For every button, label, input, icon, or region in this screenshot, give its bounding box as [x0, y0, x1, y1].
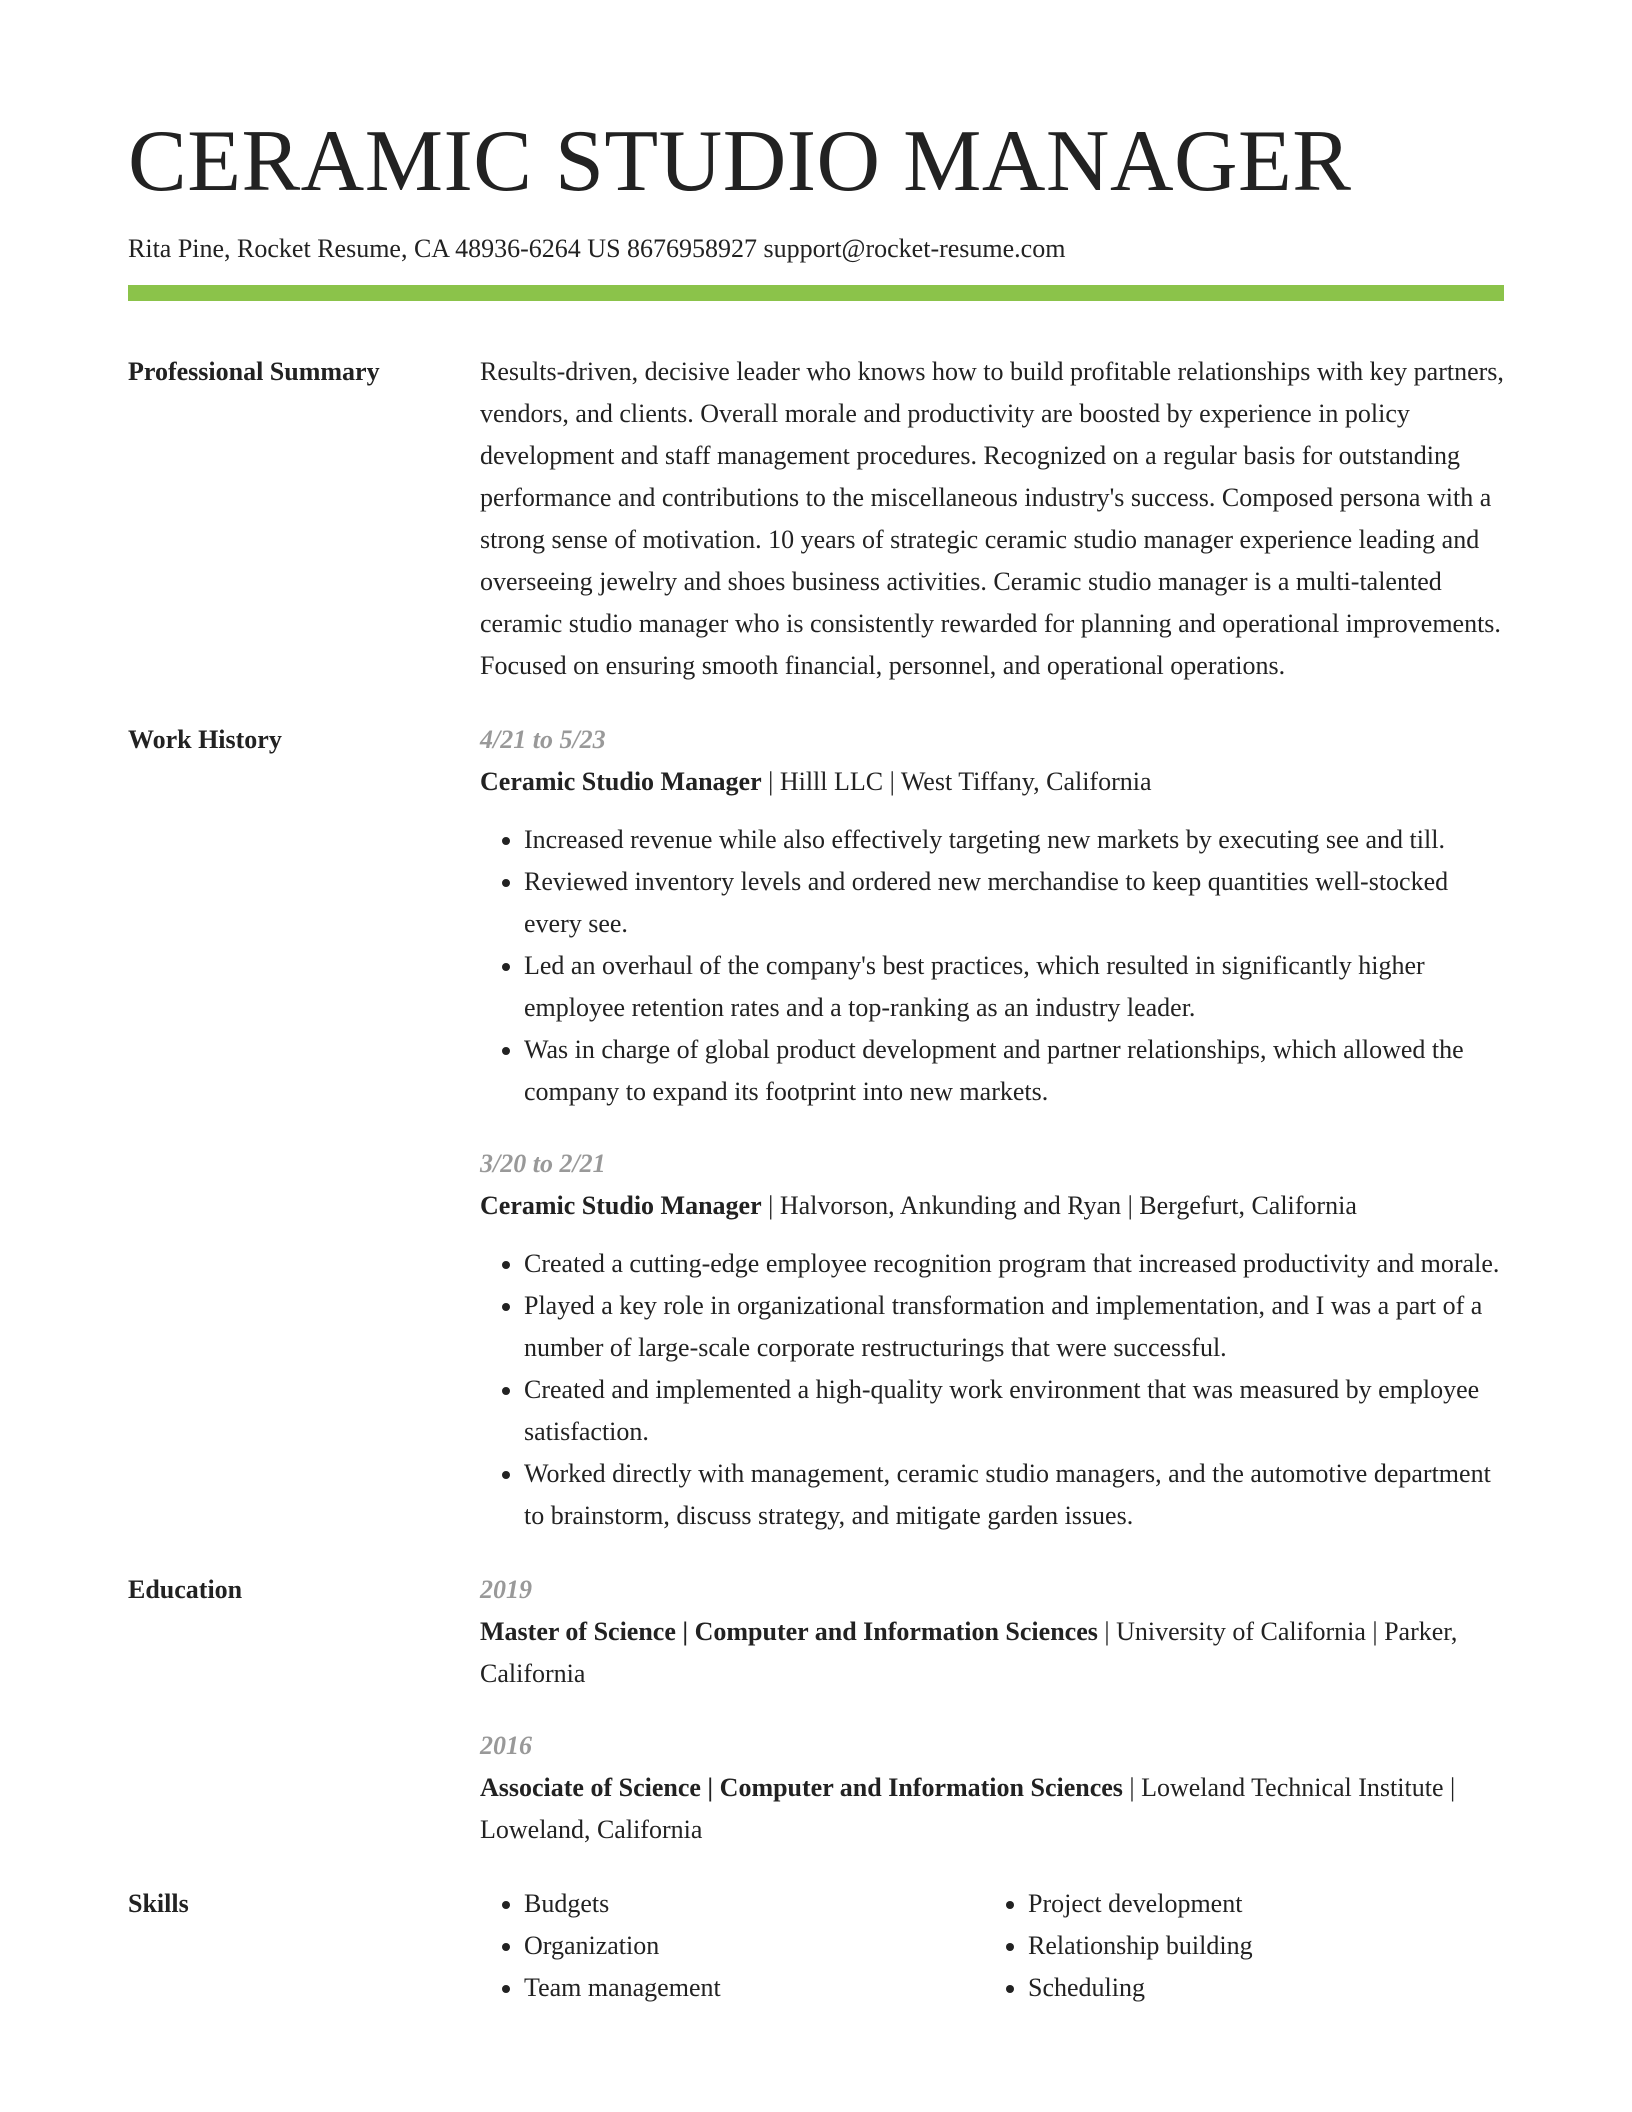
job-bullets: [480, 819, 1504, 1113]
job-bullet: • Worked directly with management, ceramic studio managers, and the automotive department to brainstorm, discuss strategy, and mitigate garden issues.: [524, 1453, 1504, 1537]
education-section: [128, 1569, 1504, 1851]
education-header: [480, 1767, 1504, 1851]
summary-section: [128, 351, 1504, 687]
summary-heading: Professional Summary: [128, 357, 380, 386]
skill-item: • Project development: [1028, 1883, 1488, 1925]
education-entry: [480, 1725, 1504, 1851]
job-bullet: • Played a key role in organizational transformation and implementation, and I was a part of a number of large-scale corporate restructurings that were successful.: [524, 1285, 1504, 1369]
skill-item: • Team management: [524, 1967, 984, 2009]
skills-heading: Skills: [128, 1889, 189, 1918]
resume-sections: [128, 351, 1504, 2009]
education-degree: Master of Science | Computer and Information Sciences: [480, 1617, 1098, 1646]
skill-item: • Budgets: [524, 1883, 984, 1925]
section-spacer: [128, 1537, 1504, 1569]
entry-spacer: [480, 1695, 1504, 1725]
job-dates: 3/20 to 2/21: [480, 1149, 606, 1178]
education-details: | Loweland Technical Institute | Loweland, California: [480, 1773, 1456, 1844]
job-entry: [480, 1143, 1504, 1537]
skills-section: [128, 1883, 1504, 2009]
education-heading: Education: [128, 1575, 243, 1604]
job-entry: [480, 719, 1504, 1113]
entry-spacer: [480, 1113, 1504, 1143]
work-body: [480, 719, 1504, 1537]
education-entry: [480, 1569, 1504, 1695]
skills-columns: [480, 1883, 1504, 2009]
job-bullet: • Was in charge of global product development and partner relationships, which allowed the company to expand its footprint into new markets.: [524, 1029, 1504, 1113]
resume-title: CERAMIC STUDIO MANAGER: [128, 113, 1352, 210]
job-bullet: • Created a cutting-edge employee recognition program that increased productivity and morale.: [524, 1243, 1504, 1285]
skills-list-left: [480, 1883, 984, 2009]
job-dates: 4/21 to 5/23: [480, 725, 606, 754]
skill-item: • Organization: [524, 1925, 984, 1967]
accent-rule: [128, 285, 1504, 301]
job-bullets: [480, 1243, 1504, 1537]
education-year: 2019: [480, 1575, 532, 1604]
job-bullet: • Led an overhaul of the company's best practices, which resulted in significantly higher employee retention rates and a top-ranking as an industry leader.: [524, 945, 1504, 1029]
education-body: [480, 1569, 1504, 1851]
job-bullet: • Created and implemented a high-quality work environment that was measured by employee satisfaction.: [524, 1369, 1504, 1453]
skill-item: • Scheduling: [1028, 1967, 1488, 2009]
summary-text: Results-driven, decisive leader who knows how to build profitable relationships with key partners, vendors, and clients. Overall morale and productivity are boosted by experience in policy development and staff management procedures. Recognized on a regular basis for outstanding performance and contributions to the miscellaneous industry's success. Composed persona with a strong sense of motivation. 10 years of strategic ceramic studio manager experience leading and overseeing jewelry and shoes business activities. Ceramic studio manager is a multi-talented ceramic studio manager who is consistently rewarded for planning and operational improvements. Focused on ensuring smooth financial, personnel, and operational operations.: [480, 357, 1504, 680]
job-bullet: • Reviewed inventory levels and ordered new merchandise to keep quantities well-stocked every see.: [524, 861, 1504, 945]
job-header: [480, 761, 1504, 803]
job-title: Ceramic Studio Manager: [480, 767, 762, 796]
contact-line: Rita Pine, Rocket Resume, CA 48936-6264 US 8676958927 support@rocket-resume.com: [128, 234, 1066, 263]
summary-body: [480, 351, 1504, 687]
education-degree: Associate of Science | Computer and Information Sciences: [480, 1773, 1123, 1802]
work-section: [128, 719, 1504, 1537]
education-details: | University of California | Parker, California: [480, 1617, 1458, 1688]
job-details: | Halvorson, Ankunding and Ryan | Bergefurt, California: [761, 1191, 1357, 1220]
skills-body: [480, 1883, 1504, 2009]
education-header: [480, 1611, 1504, 1695]
job-details: | Hilll LLC | West Tiffany, California: [761, 767, 1152, 796]
job-header: [480, 1185, 1504, 1227]
work-heading: Work History: [128, 725, 282, 754]
skill-item: • Relationship building: [1028, 1925, 1488, 1967]
job-title: Ceramic Studio Manager: [480, 1191, 762, 1220]
section-spacer: [128, 1851, 1504, 1883]
skills-list-right: [984, 1883, 1488, 2009]
education-year: 2016: [480, 1731, 532, 1760]
section-spacer: [128, 687, 1504, 719]
job-bullet: • Increased revenue while also effectively targeting new markets by executing see and till.: [524, 819, 1504, 861]
